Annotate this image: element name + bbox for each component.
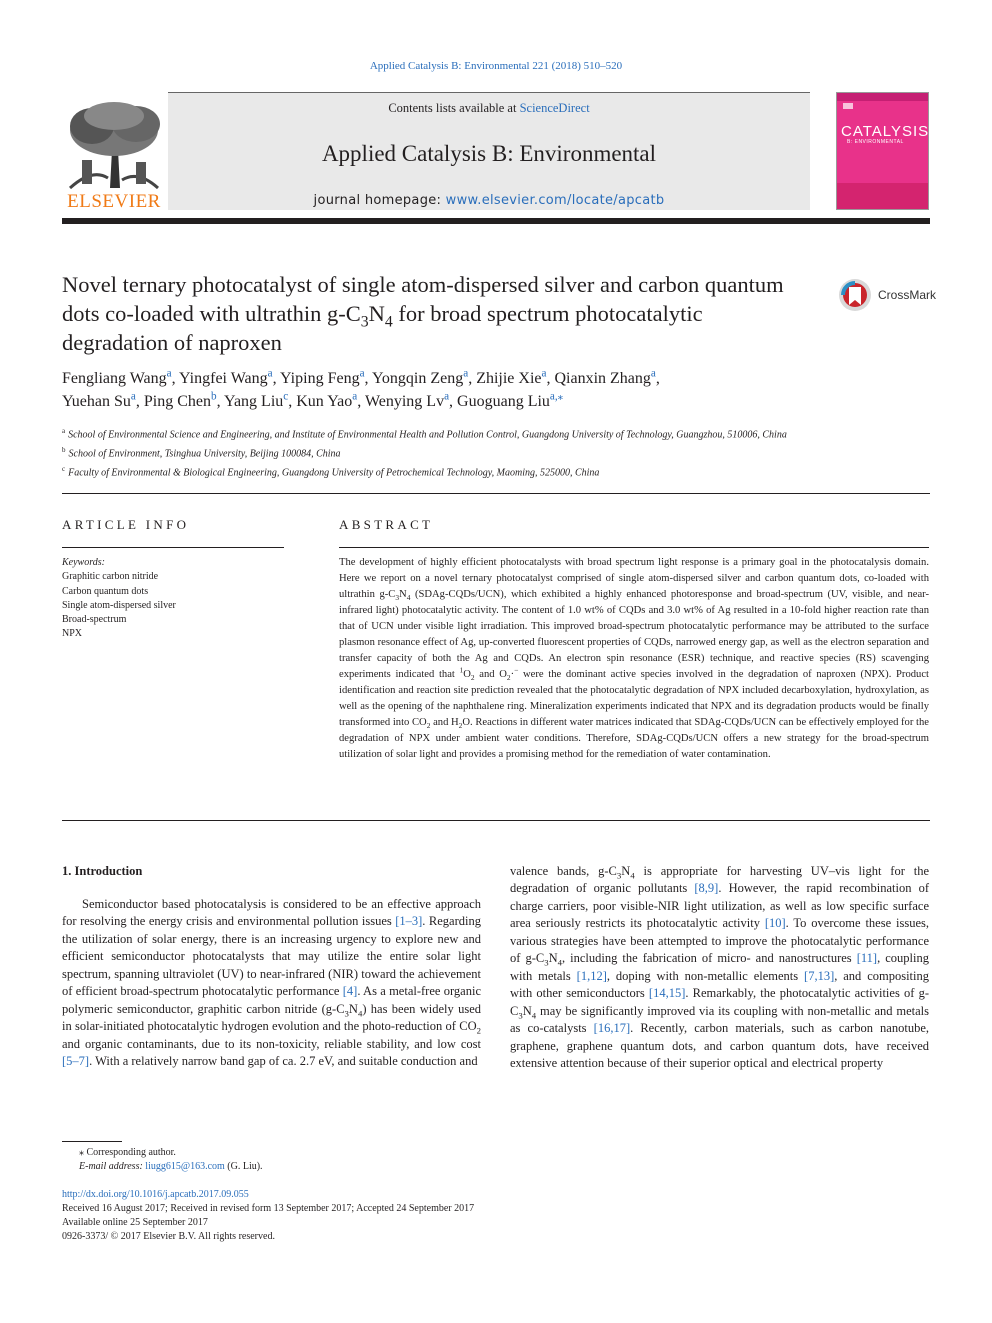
abstract-heading: ABSTRACT xyxy=(339,517,434,532)
citation-link[interactable]: [11] xyxy=(856,951,878,966)
paragraph: valence bands, $g-C_3N_4$ is appropriate for harvesting UV–vis light for the degradation of organic pollutants [8,9]. However, the rapid recombination of charge carriers, poor visible-NIR light utilization, as well as low specific surface area seriously restricts its photocatalytic activity [10]. To overcome these issues, various strategies have been attempted to improve the photocatalytic performance of $g-C_3N_4$, including the fabrication of micro- and nanostructures [11], coupling with metals [1,12], doping with non-metallic elements [7,13], and compositing with other semiconductors [14,15]. Remarkably, the photocatalytic activities of $g-C_3N_4$ may be significantly improved via its coupling with non-metallic and metals as co-catalysts [16,17]. Recently, carbon materials, such as carbon nanotube, graphene, graphene quantum dots, and carbon quantum dots, have received extensive attention because of their superior optical and electrical property xyxy=(510,864,930,1070)
citation-link[interactable]: [8,9] xyxy=(694,881,719,896)
author[interactable]: Zhijie Xie$^a$, xyxy=(476,367,555,387)
author[interactable]: Yingfei Wang$^a$, xyxy=(179,367,280,387)
section-divider xyxy=(62,493,930,494)
author-list xyxy=(62,367,922,413)
citation-link[interactable]: [1–3] xyxy=(395,914,423,929)
email-note: E-mail address: liugg615@163.com (G. Liu). xyxy=(79,1161,263,1172)
journal-reference[interactable]: Applied Catalysis B: Environmental 221 (2018) 510–520 xyxy=(369,60,623,72)
citation-link[interactable]: [7,13] xyxy=(804,968,835,983)
cover-title: CATALYSIS xyxy=(841,123,930,140)
abstract-text: The development of highly efficient photocatalysts with broad spectrum light response is a primary goal in the photocatalysis domain. Here we report on a novel ternary photocatalyst comprised of single atom-dispersed silver and carbon quantum dots, co-loaded with ultrathin $g-C_3N_4$ (SDAg-CQDs/UCN), which exhibited a highly enhanced photoresponse and broad-spectrum (UV, visible, and near-infrared light) photocatalytic activity. The content of 1.0 wt% of CQDs and 3.0 wt% of Ag resulted in a 10-fold higher reaction rate than that of UCN under visible light irradiation. This improved broad-spectrum photocatalytic performance may be attributed to the surface plasmon resonance effect of Ag, up-converted fluorescent properties of CQDs, narrowed energy gap, as well as the electron separation and transfer capacity of both the Ag and CQDs. An electron spin resonance (ESR) technique, and reactive species (RS) scavenging experiments indicated that $^1O_2$ and $O_2\cdot^-$ were the dominant active species involved in the degradation of naproxen (NPX). Product identification and reaction site prediction revealed that the photocatalytic degradation of NPX included decarboxylation, hydroxylation, as well as the opening of the naphthalene ring. Mineralization experiments indicated that NPX and its degradation products would be finally transformed into $CO_2$ and $H_2O$. Reactions in different water matrices indicated that SDAg-CQDs/UCN can be effectively employed for the degradation of NPX under ambient water conditions. Therefore, SDAg-CQDs/UCN offers a new strategy for the broad-spectrum utilization of solar light and provides a promising method for the remediation of water contamination. xyxy=(339,557,929,760)
available-online: Available online 25 September 2017 xyxy=(62,1217,208,1228)
sciencedirect-link[interactable]: ScienceDirect xyxy=(519,101,590,115)
copyright: 0926-3373/ © 2017 Elsevier B.V. All rights reserved. xyxy=(62,1231,275,1242)
affiliations xyxy=(62,424,822,480)
corresponding-author-note: ⁎ Corresponding author. xyxy=(79,1147,176,1158)
elsevier-logo[interactable] xyxy=(62,98,166,213)
tree-icon xyxy=(62,98,166,190)
citation-link[interactable]: [10] xyxy=(764,916,786,931)
footnote-rule xyxy=(62,1141,122,1142)
citation-link[interactable]: [16,17] xyxy=(593,1021,631,1036)
citation-link[interactable]: [5–7] xyxy=(62,1054,90,1069)
crossmark-label: CrossMark xyxy=(878,288,937,302)
author[interactable]: Ping Chen$^b$, xyxy=(143,390,224,410)
affiliation-item: $^b$ School of Environment, Tsinghua University, Beijing 100084, China xyxy=(62,445,341,460)
journal-homepage: journal homepage: www.elsevier.com/locate/apcatb xyxy=(313,193,665,208)
citation-link[interactable]: [1,12] xyxy=(576,968,607,983)
keywords-label: Keywords: xyxy=(62,557,105,568)
author[interactable]: Yang Liu$^c$, xyxy=(223,390,297,410)
author[interactable]: Guoguang Liu$^{a,⁎}$ xyxy=(457,390,564,410)
paragraph: Semiconductor based photocatalysis is considered to be an effective approach for resolving the energy crisis and environmental pollution issues [1–3]. Regarding the utilization of solar energy, there is an increasing urgency to explore new and efficient semiconductor photocatalysts that may utilize the entire solar light spectrum, spanning ultraviolet (UV) to near-infrared (NIR) toward the achievement of efficient broad-spectrum photocatalytic performance [4]. As a metal-free organic polymeric semiconductor, graphitic carbon nitride $(g-C_3N_4)$ has been widely used in solar-initiated photocatalytic hydrogen evolution and the photo-reduction of $CO_2$ and organic contaminants, due to its non-toxicity, reliable stability, and low cost [5–7]. With a relatively narrow band gap of ca. 2.7 eV, and suitable conduction and xyxy=(62,897,481,1069)
author[interactable]: Yongqin Zeng$^a$, xyxy=(371,367,477,387)
affiliation-item: $^a$ School of Environmental Science and Engineering, and Institute of Environmental Health and Pollution Control, Guangdong University of Technology, Guangzhou, 510006, China xyxy=(62,427,787,441)
author[interactable]: Yuehan Su$^a$, xyxy=(62,390,144,410)
author[interactable]: Qianxin Zhang$^a$, xyxy=(554,367,660,387)
received-dates: Received 16 August 2017; Received in revised form 13 September 2017; Accepted 24 September 2017 xyxy=(62,1203,475,1214)
keyword: Graphitic carbon nitride xyxy=(62,571,159,583)
keyword: Broad-spectrum xyxy=(62,614,127,626)
author[interactable]: Kun Yao$^a$, xyxy=(296,390,365,410)
keyword: Single atom-dispersed silver xyxy=(62,599,176,611)
keyword: NPX xyxy=(62,628,83,640)
abstract-rule xyxy=(339,547,929,548)
contents-line: Contents lists available at ScienceDirect xyxy=(388,101,590,115)
author[interactable]: Fengliang Wang$^a$, xyxy=(62,367,179,387)
journal-title: Applied Catalysis B: Environmental xyxy=(321,141,657,166)
article-info-heading: ARTICLE INFO xyxy=(62,517,190,532)
citation-link[interactable]: [4] xyxy=(342,984,358,999)
article-title: Novel ternary photocatalyst of single atom-dispersed silver and carbon quantum dots co-loaded with ultrathin $g-C_3N_4$ for broad spectrum photocatalytic degradation of naproxen xyxy=(62,272,784,355)
body-column-left xyxy=(62,896,481,1071)
footnotes xyxy=(62,1146,263,1174)
journal-masthead xyxy=(168,92,810,210)
section-heading-introduction: 1. Introduction xyxy=(62,864,143,878)
publication-info xyxy=(62,1188,474,1244)
citation-link[interactable]: [14,15] xyxy=(648,986,686,1001)
article-info-rule xyxy=(62,547,284,548)
author[interactable]: Yiping Feng$^a$, xyxy=(280,367,372,387)
section-divider xyxy=(62,820,930,821)
crossmark-badge[interactable] xyxy=(838,278,937,312)
affiliation-item: $^c$ Faculty of Environmental & Biological Engineering, Guangdong University of Petrochemical Technology, Maoming, 525000, China xyxy=(62,464,600,478)
author[interactable]: Wenying Lv$^a$, xyxy=(364,390,458,410)
header-rule xyxy=(62,218,930,224)
body-column-right xyxy=(510,863,929,1072)
keywords-list xyxy=(62,556,176,642)
cover-subtitle: B: ENVIRONMENTAL xyxy=(847,139,904,145)
elsevier-wordmark: ELSEVIER xyxy=(67,191,161,212)
keyword: Carbon quantum dots xyxy=(62,585,149,597)
crossmark-icon xyxy=(838,278,874,312)
journal-cover-thumbnail[interactable] xyxy=(836,92,929,210)
email-link[interactable]: liugg615@163.com xyxy=(145,1161,225,1172)
homepage-link[interactable]: www.elsevier.com/locate/apcatb xyxy=(445,193,665,208)
cover-art-icon xyxy=(837,93,928,209)
doi-link[interactable]: http://dx.doi.org/10.1016/j.apcatb.2017.09.055 xyxy=(62,1189,249,1200)
